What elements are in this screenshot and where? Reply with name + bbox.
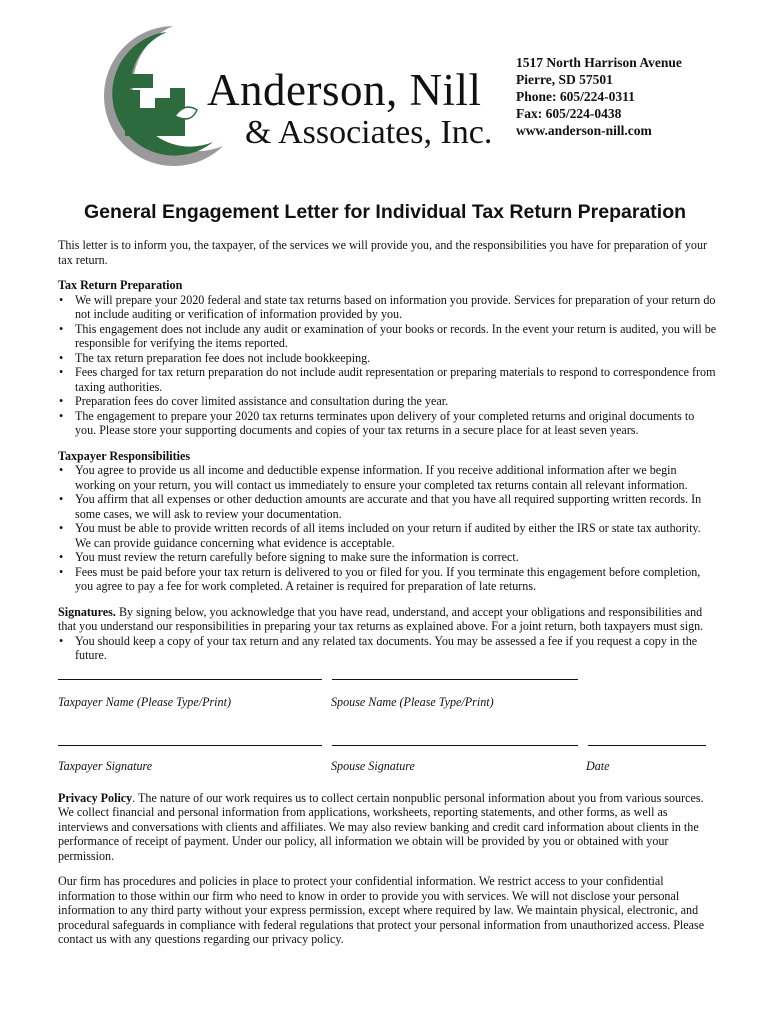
list-item: • Fees must be paid before your tax return is delivered to you or filed for you. If you terminate this engagement before completion, you agree to pay a fee for work completed. A retainer is required for preparation of late returns. [75, 565, 718, 594]
privacy-section [58, 791, 718, 947]
address-city: Pierre, SD 57501 [516, 72, 613, 87]
taxpayer-name-label: Taxpayer Name (Please Type/Print) [58, 694, 231, 709]
address-street: 1517 North Harrison Avenue [516, 55, 682, 70]
website-link[interactable]: www.anderson-nill.com [516, 123, 652, 138]
signatures-paragraph [58, 605, 718, 634]
intro-paragraph: This letter is to inform you, the taxpayer, of the services we will provide you, and the responsibilities you have for preparation of your tax return. [58, 238, 708, 267]
signatures-section [58, 605, 718, 663]
list-item: • The engagement to prepare your 2020 tax returns terminates upon delivery of your completed returns and original documents to you. Please store your supporting documents and copies of your tax returns in a secure place for at least seven years. [75, 409, 718, 438]
contact-block [516, 54, 682, 139]
fax: Fax: 605/224-0438 [516, 106, 622, 121]
list-item: • You agree to provide us all income and deductible expense information. If you receive additional information after we begin working on your return, you will contact us immediately to ensure your completed tax returns contain all relevant information. [75, 463, 718, 492]
signatures-text: By signing below, you acknowledge that you have read, understand, and accept your obligations and responsibilities and that you understand our responsibilities in preparing your tax returns as explained above. For a joint return, both taxpayers must sign. [58, 604, 704, 633]
bullet-list [58, 293, 718, 438]
taxpayer-signature-label: Taxpayer Signature [58, 758, 153, 773]
taxpayer-signature-line[interactable] [58, 745, 322, 746]
signature-fields [58, 677, 718, 785]
privacy-lead: Privacy Policy [58, 790, 133, 805]
section-heading: Tax Return Preparation [58, 278, 183, 292]
spouse-name-line[interactable] [332, 679, 578, 680]
date-line[interactable] [588, 745, 706, 746]
company-logo [55, 18, 500, 168]
phone: Phone: 605/224-0311 [516, 89, 635, 104]
spouse-signature-line[interactable] [332, 745, 578, 746]
spouse-name-label: Spouse Name (Please Type/Print) [331, 694, 494, 709]
list-item: • You must review the return carefully before signing to make sure the information is correct. [75, 550, 718, 565]
list-item: • This engagement does not include any audit or examination of your books or records. In the event your return is audited, you will be responsible for verifying the items reported. [75, 322, 718, 351]
taxpayer-name-line[interactable] [58, 679, 322, 680]
signatures-lead: Signatures. [58, 604, 116, 619]
list-item: • Fees charged for tax return preparation do not include audit representation or preparing materials to respond to correspondence from taxing authorities. [75, 365, 718, 394]
tax-return-preparation-section [58, 278, 718, 438]
list-item: • You affirm that all expenses or other deduction amounts are accurate and that you have all required supporting written records. In some cases, we will ask to review your documentation. [75, 492, 718, 521]
list-item: • You must be able to provide written records of all items included on your return if audited by either the IRS or state tax authority. We can provide guidance concerning what evidence is acceptable. [75, 521, 718, 550]
firm-name-suffix: & Associates, Inc. [245, 114, 493, 151]
spouse-signature-label: Spouse Signature [331, 758, 415, 773]
page-title: General Engagement Letter for Individual Tax Return Preparation [83, 201, 687, 223]
list-item: • You should keep a copy of your tax return and any related tax documents. You may be assessed a fee if you request a copy in the future. [75, 634, 718, 663]
list-item: • We will prepare your 2020 federal and state tax returns based on information you provide. Services for preparation of your return do not include auditing or verification of information provided by you. [75, 293, 718, 322]
letter-body [58, 238, 718, 947]
privacy-paragraph [58, 791, 718, 864]
taxpayer-responsibilities-section [58, 449, 718, 594]
section-heading: Taxpayer Responsibilities [58, 448, 191, 463]
firm-name: Anderson, Nill [207, 65, 482, 115]
list-item: • Preparation fees do cover limited assistance and consultation during the year. [75, 394, 718, 409]
privacy-text: . The nature of our work requires us to collect certain nonpublic personal information about you from various sources. We collect financial and personal information from applications, worksheets, reporting statements, and other forms, as well as interviews and conversations with clients and affiliates. We may also review banking and credit card information about clients in the performance of receipt of payment. Under our policy, all information we obtain will be provided by you or obtained with your permission. [58, 790, 704, 863]
bullet-list [58, 634, 718, 663]
bullet-list [58, 463, 718, 594]
privacy-paragraph-2: Our firm has procedures and policies in place to protect your confidential information. We restrict access to your confidential information to those within our firm who need to know in order to provide you with services. We will not disclose your personal information to any third party without your express permission, except where required by law. We maintain physical, electronic, and procedural safeguards in compliance with federal regulations that protect your personal information from unauthorized access. Please contact us with any questions regarding our privacy policy. [58, 874, 705, 946]
list-item: • The tax return preparation fee does not include bookkeeping. [75, 351, 718, 366]
date-label: Date [586, 758, 610, 773]
